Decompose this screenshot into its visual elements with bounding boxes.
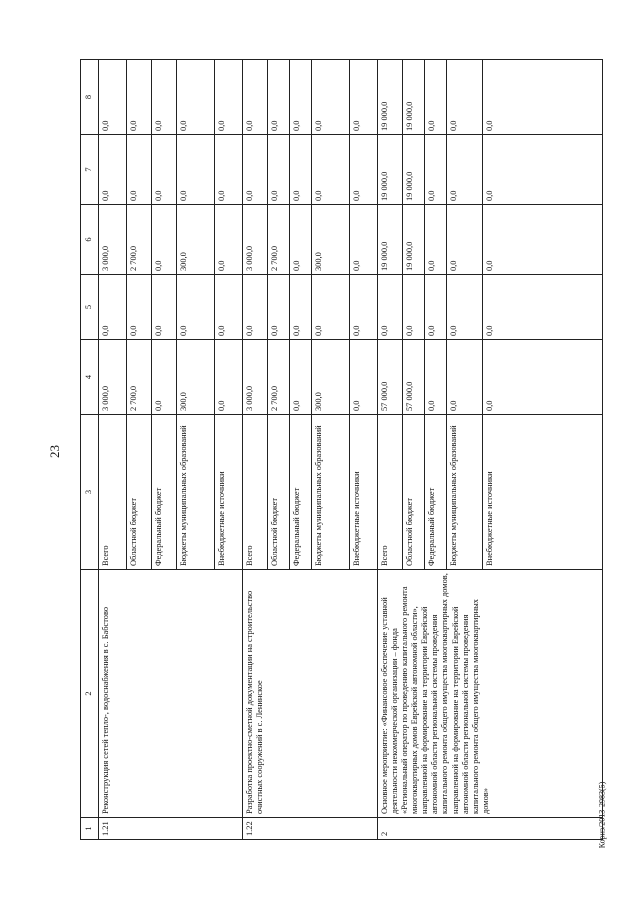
- value-cell: 0,0: [152, 135, 177, 205]
- activity-name: Разработка проектно-сметной документации на строительство очистных сооружений в с. Ленинское: [243, 570, 378, 818]
- value-cell: 0,0: [350, 205, 378, 275]
- value-cell: 0,0: [215, 275, 243, 340]
- row-number: 2: [378, 818, 603, 840]
- funding-source: Федеральный бюджет: [290, 415, 312, 570]
- value-cell: 19 000,0: [378, 205, 403, 275]
- header-cell: 1: [81, 818, 99, 840]
- value-cell: 0,0: [447, 60, 483, 135]
- value-cell: 0,0: [425, 135, 447, 205]
- value-cell: 3 000,0: [243, 340, 268, 415]
- funding-source: Внебюджетные источники: [350, 415, 378, 570]
- funding-source: Всего: [243, 415, 268, 570]
- value-cell: 0,0: [290, 205, 312, 275]
- value-cell: 0,0: [268, 135, 290, 205]
- header-cell: 6: [81, 205, 99, 275]
- value-cell: 0,0: [425, 275, 447, 340]
- value-cell: 0,0: [152, 60, 177, 135]
- value-cell: 3 000,0: [99, 340, 127, 415]
- value-cell: 0,0: [312, 135, 350, 205]
- page-number: 23: [47, 445, 62, 458]
- document-code-text: Кориз/2013-2983(5): [597, 781, 607, 849]
- value-cell: 0,0: [127, 135, 152, 205]
- value-cell: 0,0: [447, 205, 483, 275]
- value-cell: 0,0: [177, 60, 215, 135]
- row-number: 1.22: [243, 818, 378, 840]
- funding-source: Областной бюджет: [403, 415, 425, 570]
- funding-table: [80, 59, 603, 840]
- value-cell: 3 000,0: [243, 205, 268, 275]
- value-cell: 0,0: [268, 60, 290, 135]
- value-cell: 0,0: [290, 60, 312, 135]
- value-cell: 0,0: [312, 60, 350, 135]
- value-cell: 0,0: [447, 340, 483, 415]
- funding-source: Федеральный бюджет: [152, 415, 177, 570]
- value-cell: 0,0: [127, 275, 152, 340]
- value-cell: 300,0: [312, 205, 350, 275]
- value-cell: 300,0: [177, 205, 215, 275]
- activity-name: Основное мероприятие: «Финансовое обеспечение уставной деятельности некоммерческой организации – фонда «Региональный оператор по проведению капитального ремонта многоквартирных домов Еврейской автономной области», направленной на формирование на территории Еврейской автономной области региональной системы проведения капитального ремонта общего имущества многоквартирных домов, направленной на формирование на территории Еврейской автономной области региональной системы проведения капитального ремонта общего имущества многоквартирных домов»: [378, 570, 603, 818]
- value-cell: 0,0: [483, 275, 603, 340]
- value-cell: 0,0: [483, 135, 603, 205]
- value-cell: 19 000,0: [378, 135, 403, 205]
- funding-source: Внебюджетные источники: [483, 415, 603, 570]
- value-cell: 0,0: [483, 340, 603, 415]
- value-cell: 0,0: [290, 340, 312, 415]
- value-cell: 0,0: [127, 60, 152, 135]
- funding-source: Областной бюджет: [127, 415, 152, 570]
- value-cell: 0,0: [290, 275, 312, 340]
- value-cell: 0,0: [425, 205, 447, 275]
- value-cell: 19 000,0: [403, 60, 425, 135]
- value-cell: 0,0: [290, 135, 312, 205]
- value-cell: 2 700,0: [127, 340, 152, 415]
- value-cell: 0,0: [447, 275, 483, 340]
- table-row: [243, 60, 268, 840]
- value-cell: 19 000,0: [378, 60, 403, 135]
- value-cell: 0,0: [350, 275, 378, 340]
- value-cell: 0,0: [243, 275, 268, 340]
- value-cell: 19 000,0: [403, 205, 425, 275]
- funding-source: Всего: [99, 415, 127, 570]
- value-cell: 0,0: [425, 340, 447, 415]
- value-cell: 0,0: [215, 205, 243, 275]
- value-cell: 0,0: [483, 60, 603, 135]
- value-cell: 2 700,0: [127, 205, 152, 275]
- value-cell: 19 000,0: [403, 135, 425, 205]
- activity-name: Реконструкция сетей тепло-, водоснабжения в с. Бабстово: [99, 570, 243, 818]
- header-cell: 4: [81, 340, 99, 415]
- value-cell: 0,0: [312, 275, 350, 340]
- value-cell: 0,0: [177, 135, 215, 205]
- value-cell: 0,0: [215, 60, 243, 135]
- funding-source: Бюджеты муниципальных образований: [447, 415, 483, 570]
- value-cell: 0,0: [350, 340, 378, 415]
- value-cell: 2 700,0: [268, 340, 290, 415]
- value-cell: 0,0: [425, 60, 447, 135]
- value-cell: 0,0: [152, 205, 177, 275]
- funding-source: Внебюджетные источники: [215, 415, 243, 570]
- row-number: 1.21: [99, 818, 243, 840]
- value-cell: 300,0: [177, 340, 215, 415]
- value-cell: 2 700,0: [268, 205, 290, 275]
- value-cell: 0,0: [483, 205, 603, 275]
- value-cell: 0,0: [99, 275, 127, 340]
- value-cell: 0,0: [243, 135, 268, 205]
- value-cell: 0,0: [152, 275, 177, 340]
- funding-source: Бюджеты муниципальных образований: [312, 415, 350, 570]
- value-cell: 0,0: [215, 135, 243, 205]
- value-cell: 0,0: [243, 60, 268, 135]
- header-cell: 7: [81, 135, 99, 205]
- value-cell: 0,0: [378, 275, 403, 340]
- value-cell: 0,0: [99, 60, 127, 135]
- value-cell: 0,0: [99, 135, 127, 205]
- header-row: [81, 60, 99, 840]
- header-cell: 8: [81, 60, 99, 135]
- value-cell: 0,0: [447, 135, 483, 205]
- table-row: [378, 60, 403, 840]
- funding-source: Федеральный бюджет: [425, 415, 447, 570]
- table-row: [99, 60, 127, 840]
- value-cell: 0,0: [350, 60, 378, 135]
- table-frame: [80, 60, 590, 840]
- value-cell: 57 000,0: [403, 340, 425, 415]
- value-cell: 0,0: [403, 275, 425, 340]
- header-cell: 3: [81, 415, 99, 570]
- funding-source: Областной бюджет: [268, 415, 290, 570]
- value-cell: 0,0: [177, 275, 215, 340]
- value-cell: 0,0: [350, 135, 378, 205]
- value-cell: 57 000,0: [378, 340, 403, 415]
- header-cell: 2: [81, 570, 99, 818]
- value-cell: 0,0: [215, 340, 243, 415]
- funding-source: Бюджеты муниципальных образований: [177, 415, 215, 570]
- value-cell: 3 000,0: [99, 205, 127, 275]
- header-cell: 5: [81, 275, 99, 340]
- value-cell: 300,0: [312, 340, 350, 415]
- table-rotated: [80, 60, 590, 840]
- funding-source: Всего: [378, 415, 403, 570]
- value-cell: 0,0: [152, 340, 177, 415]
- value-cell: 0,0: [268, 275, 290, 340]
